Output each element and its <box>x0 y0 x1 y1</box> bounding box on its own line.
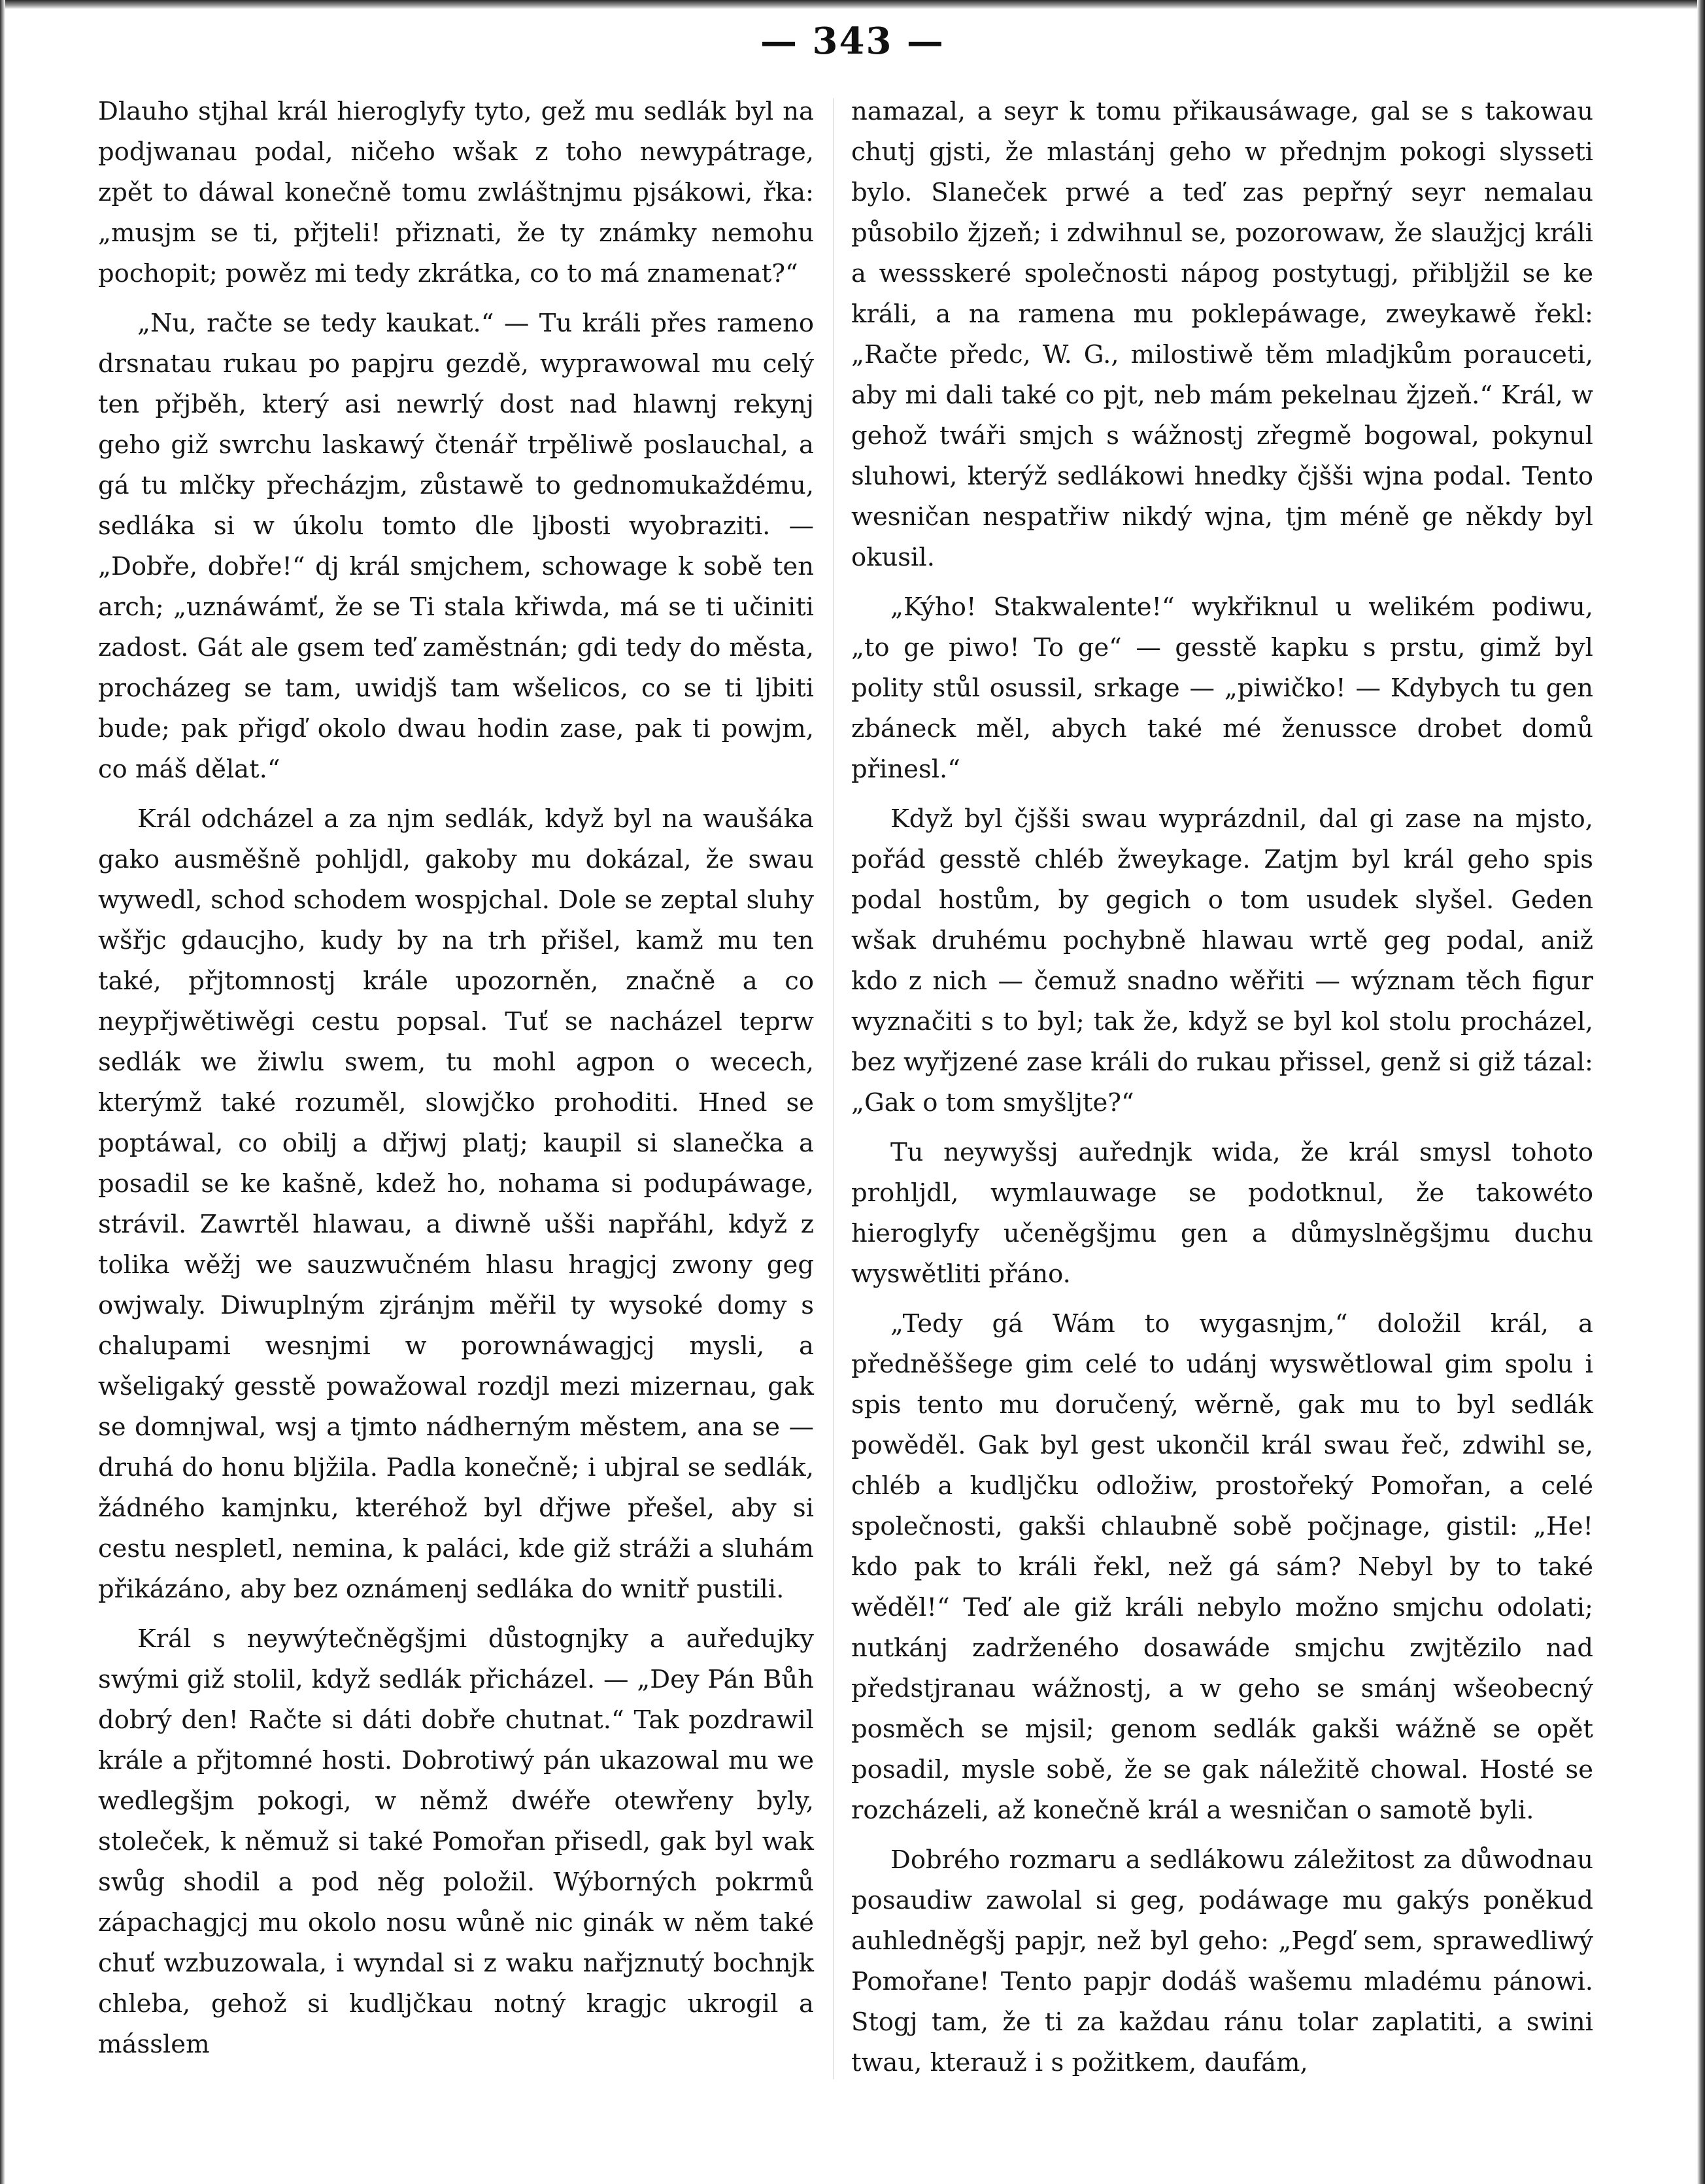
page-number: — 343 — <box>760 20 945 63</box>
paragraph: namazal, a seyr k tomu přikausáwage, gal se s takowau chutj gjsti, že mlastánj geho w přednjm pokogi slysseti bylo. Slaneček prwé a teď zas pepřný seyr nemalau působilo žjzeň; i zdwihnul se, pozorowaw, že slaužjcj králi a wessskeré společnosti nápog postytugj, přibljžil se ke králi, a na ramena mu poklepáwage, zweykawě řekl: „Račte předc, W. G., milostiwě těm mladjkům porauceti, aby mi dali také co pjt, neb mám pekelnau žjzeň.“ Král, w gehož twáři smjch s wážnostj zřegmě bogowal, pokynul sluhowi, kterýž sedlákowi hnedky čjšši wjna podal. Tento wesničan nespatřiw nikdý wjna, tjm méně ge někdy byl okusil. <box>851 97 1593 572</box>
scan-edge-top <box>0 0 1705 9</box>
paragraph: Král s neywýtečněgšjmi důstognjky a auředujky swými giž stolil, když sedlák přicházel. — „Dey Pán Bůh dobrý den! Račte si dáti dobře chutnat.“ Tak pozdrawil krále a přjtomné hosti. Dobrotiwý pán ukazowal mu we wedlegšjm pokogi, w němž dwéře otewřeny byly, stoleček, k němuž si také Pomořan přisedl, gak byl wak swůg shodil a pod něg položil. Wýborných pokrmů zápachagjcj mu okolo nosu wůně nic ginák w něm také chuť wzbuzowala, i wyndal si z waku nařjznutý bochnjk chleba, gehož si kudljčkau notný kragjc ukrogil a másslem <box>98 1624 814 2059</box>
scan-edge-left <box>0 0 5 2184</box>
right-column <box>851 92 1593 2092</box>
paragraph: Dobrého rozmaru a sedlákowu záležitost za důwodnau posaudiw zawolal si geg, podáwage mu gakýs poněkud auhledněgšj papjr, než byl geho: „Pegď sem, sprawedliwý Pomořane! Tento papjr dodáš wašemu mladému pánowi. Stogj tam, že ti za každau ránu tolar zaplatiti, a swini twau, kterauž i s požitkem, daufám, <box>851 1845 1593 2077</box>
paragraph: „Tedy gá Wám to wygasnjm,“ doložil král, a předněššege gim celé to udánj wyswětlowal gim spolu i spis tento mu doručený, wěrně, gak mu to byl sedlák powěděl. Gak byl gest ukončil král swau řeč, zdwihl se, chléb a kudljčku odložiw, prostořeký Pomořan, a celé společnosti, gakši chlaubně sobě počjnage, gistil: „He! kdo pak to králi řekl, než gá sám? Nebyl by to také wěděl!“ Teď ale giž králi nebylo možno smjchu odolati; nutkánj zadrženého dosawáde smjchu zwjtězilo nad předstjranau wážnostj, a w geho se smánj wšeobecný posměch se mjsil; genom sedlák gakši wážně se opět posadil, mysle sobě, že se gak náležitě chowal. Hosté se rozcházeli, až konečně král a wesničan o samotě byli. <box>851 1309 1593 1825</box>
paragraph: Král odcházel a za njm sedlák, když byl na waušáka gako ausměšně pohljdl, gakoby mu dokázal, že swau wywedl, schod schodem wospjchal. Dole se zeptal sluhy wšřjc gdaucjho, kudy by na trh přišel, kamž mu ten také, přjtomnostj krále upozorněn, značně a co neypřjwětiwěgi cestu popsal. Tuť se nacházel teprw sedlák we žiwlu swem, tu mohl agpon o wecech, kterýmž také rozuměl, slowjčko prohoditi. Hned se poptáwal, co obilj a dřjwj platj; kaupil si slanečka a posadil se ke kašně, kdež ho, nohama si podupáwage, strávil. Zawrtěl hlawau, a diwně ušši napřáhl, když z tolika wěžj we sauzwučném hlasu hragjcj zwony geg owjwaly. Diwuplným zjránjm měřil ty wysoké domy s chalupami wesnjmi w porownáwagjcj mysli, a wšeligaký gesstě powažowal rozdjl mezi mizernau, gak se domnjwal, wsj a tjmto nádherným městem, ana se — druhá do honu bljžila. Padla konečně; i ubjral se sedlák, žádného kamjnku, kteréhož byl dřjwe přešel, aby si cestu nespletl, nemina, k paláci, kde giž stráži a sluhám přikázáno, aby bez oznámenj sedláka do wnitř pustili. <box>98 804 814 1604</box>
column-gutter <box>833 98 834 2079</box>
paragraph: Tu neywyšsj auřednjk wida, že král smysl tohoto prohljdl, wymlauwage se podotknul, že takowéto hieroglyfy učeněgšjmu gen a důmyslněgšjmu duchu wyswětliti přáno. <box>851 1138 1593 1289</box>
paragraph: „Kýho! Stakwalente!“ wykřiknul u welikém podiwu, „to ge piwo! To ge“ — gesstě kapku s prstu, gimž byl polity stůl osussil, srkage — „piwičko! — Kdybych tu gen zbáneck měl, abych také mé ženussce drobet domů přinesl.“ <box>851 592 1593 784</box>
paragraph: Když byl čjšši swau wyprázdnil, dal gi zase na mjsto, pořád gesstě chléb žweykage. Zatjm byl král geho spis podal hostům, by gegich o tom usudek slyšel. Geden wšak druhému pochybně hlawau wrtě geg podal, aniž kdo z nich — čemuž snadno wěřiti — wýznam těch figur wyznačiti s to byl; tak že, když se byl kol stolu procházel, bez wyřjzené zase králi do rukau přissel, genž si giž tázal: „Gak o tom smyšljte?“ <box>851 804 1593 1118</box>
scan-edge-right <box>1697 0 1705 2184</box>
paragraph: „Nu, račte se tedy kaukat.“ — Tu králi přes rameno drsnatau rukau po papjru gezdě, wyprawowal mu celý ten přjběh, který asi newrlý dost nad hlawnj rekynj geho giž swrchu laskawý čtenář trpěliwě poslauchal, a gá tu mlčky přecházjm, zůstawě to gednomukaždému, sedláka si w úkolu tomto dle ljbosti wyobraziti. — „Dobře, dobře!“ dj král smjchem, schowage k sobě ten arch; „uznáwámť, že se Ti stala křiwda, má se ti učiniti zadost. Gát ale gsem teď zaměstnán; gdi tedy do města, procházeg se tam, uwidjš tam wšelicos, co se ti ljbiti bude; pak přigď okolo dwau hodin zase, pak ti powjm, co máš dělat.“ <box>98 309 814 784</box>
left-column <box>98 92 814 2074</box>
paragraph: Dlauho stjhal král hieroglyfy tyto, gež mu sedlák byl na podjwanau podal, ničeho wšak z toho newypátrage, zpět to dáwal konečně tomu zwláštnjmu pjsákowi, řka: „musjm se ti, přjteli! přiznati, že ty známky nemohu pochopit; powěz mi tedy zkrátka, co to má znamenat?“ <box>98 97 814 288</box>
